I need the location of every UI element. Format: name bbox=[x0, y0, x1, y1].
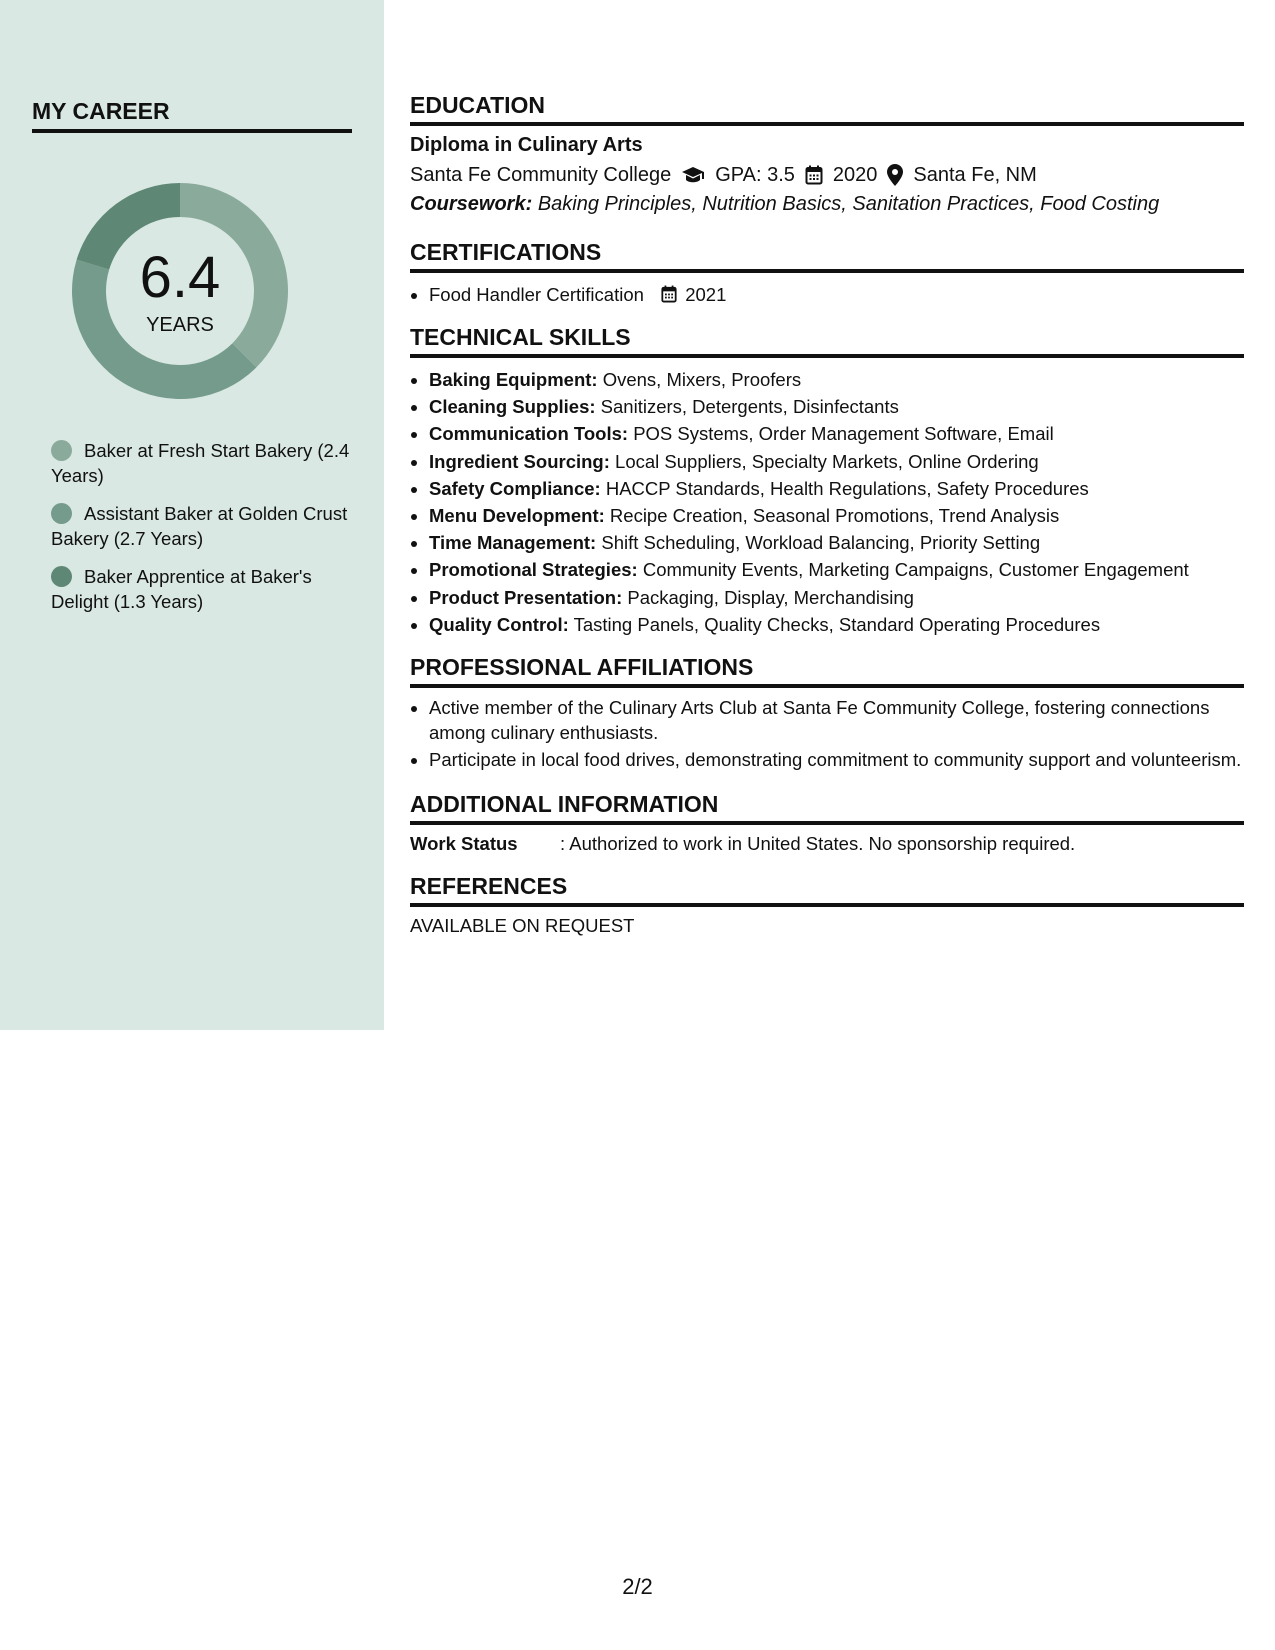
skill-label: Menu Development: bbox=[429, 505, 605, 527]
calendar-icon bbox=[661, 285, 677, 303]
career-role-label: Baker at Fresh Start Bakery (2.4 Years) bbox=[51, 440, 350, 486]
school-name: Santa Fe Community College bbox=[410, 164, 672, 186]
skill-label: Time Management: bbox=[429, 532, 597, 554]
legend-dot-icon bbox=[51, 440, 72, 461]
education-details bbox=[410, 161, 1244, 189]
career-sidebar bbox=[0, 0, 384, 1030]
list-item bbox=[429, 393, 1244, 420]
work-status-row bbox=[410, 833, 1244, 855]
years-label: YEARS bbox=[146, 314, 214, 336]
list-item bbox=[429, 420, 1244, 447]
total-years: 6.4 bbox=[139, 245, 221, 310]
career-role-label: Assistant Baker at Golden Crust Bakery (2.7 Years) bbox=[51, 503, 348, 549]
graduation-year: 2020 bbox=[832, 164, 878, 186]
coursework-label: Coursework: bbox=[410, 193, 533, 215]
list-item bbox=[429, 448, 1244, 475]
list-item bbox=[429, 502, 1244, 529]
affiliations-title: PROFESSIONAL AFFILIATIONS bbox=[410, 654, 1244, 688]
graduation-cap-icon bbox=[681, 165, 705, 185]
skill-value: HACCP Standards, Health Regulations, Safety Procedures bbox=[605, 477, 1089, 499]
calendar-icon bbox=[805, 165, 823, 185]
skill-label: Cleaning Supplies: bbox=[429, 396, 596, 418]
affiliations-list bbox=[410, 696, 1244, 773]
coursework bbox=[410, 189, 1244, 219]
location-pin-icon bbox=[887, 164, 903, 186]
page-number: 2/2 bbox=[622, 1574, 653, 1599]
skill-value: Local Suppliers, Specialty Markets, Online Ordering bbox=[615, 450, 1039, 472]
legend-dot-icon bbox=[51, 503, 72, 524]
skill-label: Promotional Strategies: bbox=[429, 559, 638, 581]
career-role-label: Baker Apprentice at Baker's Delight (1.3 Years) bbox=[51, 566, 312, 612]
skill-value: Sanitizers, Detergents, Disinfectants bbox=[600, 396, 899, 418]
certifications-title: CERTIFICATIONS bbox=[410, 239, 1244, 273]
skill-label: Quality Control: bbox=[429, 613, 569, 635]
list-item: • Active member of the Culinary Arts Club at Santa Fe Community College, fostering connections among culinary enthusiasts. bbox=[429, 696, 1244, 745]
references-title: REFERENCES bbox=[410, 873, 1244, 907]
career-donut-chart bbox=[66, 177, 294, 405]
additional-info-title: ADDITIONAL INFORMATION bbox=[410, 791, 1244, 825]
list-item bbox=[429, 366, 1244, 393]
skills-title: TECHNICAL SKILLS bbox=[410, 324, 1244, 358]
skills-list bbox=[410, 366, 1244, 638]
career-legend bbox=[51, 438, 351, 627]
gpa: GPA: 3.5 bbox=[715, 164, 795, 186]
skill-label: Product Presentation: bbox=[429, 586, 623, 608]
skill-value: Recipe Creation, Seasonal Promotions, Trend Analysis bbox=[609, 505, 1060, 527]
work-status-value: : Authorized to work in United States. No sponsorship required. bbox=[560, 832, 1076, 854]
list-item bbox=[429, 556, 1244, 583]
list-item: • Participate in local food drives, demonstrating commitment to community support and volunteerism. bbox=[429, 748, 1244, 773]
certification-year: 2021 bbox=[685, 284, 727, 305]
skill-value: Packaging, Display, Merchandising bbox=[627, 586, 914, 608]
work-status-label: Work Status bbox=[410, 832, 518, 854]
list-item bbox=[429, 584, 1244, 611]
skill-value: Ovens, Mixers, Proofers bbox=[602, 369, 802, 390]
skill-value: Tasting Panels, Quality Checks, Standard Operating Procedures bbox=[573, 613, 1101, 635]
career-item bbox=[51, 501, 351, 551]
legend-dot-icon bbox=[51, 566, 72, 587]
career-item bbox=[51, 438, 351, 488]
certification-name: Food Handler Certification bbox=[429, 284, 644, 305]
skill-label: Communication Tools: bbox=[429, 423, 629, 445]
skill-label: Safety Compliance: bbox=[429, 477, 601, 499]
coursework-list: Baking Principles, Nutrition Basics, Sanitation Practices, Food Costing bbox=[537, 193, 1160, 215]
career-title: MY CAREER bbox=[32, 98, 352, 133]
career-item bbox=[51, 564, 351, 614]
education-location: Santa Fe, NM bbox=[913, 164, 1037, 186]
education-title: EDUCATION bbox=[410, 92, 1244, 126]
skill-value: Shift Scheduling, Workload Balancing, Priority Setting bbox=[601, 532, 1041, 554]
references-text: AVAILABLE ON REQUEST bbox=[410, 914, 635, 936]
list-item bbox=[429, 529, 1244, 556]
list-item bbox=[429, 611, 1244, 638]
skill-value: POS Systems, Order Management Software, Email bbox=[633, 423, 1054, 445]
list-item bbox=[429, 281, 1244, 308]
skill-label: Ingredient Sourcing: bbox=[429, 450, 610, 472]
resume-main bbox=[410, 92, 1244, 937]
skill-label: Baking Equipment: bbox=[429, 369, 598, 390]
skill-value: Community Events, Marketing Campaigns, Customer Engagement bbox=[642, 559, 1189, 581]
certifications-list bbox=[410, 281, 1244, 308]
list-item bbox=[429, 475, 1244, 502]
degree: Diploma in Culinary Arts bbox=[410, 134, 643, 156]
